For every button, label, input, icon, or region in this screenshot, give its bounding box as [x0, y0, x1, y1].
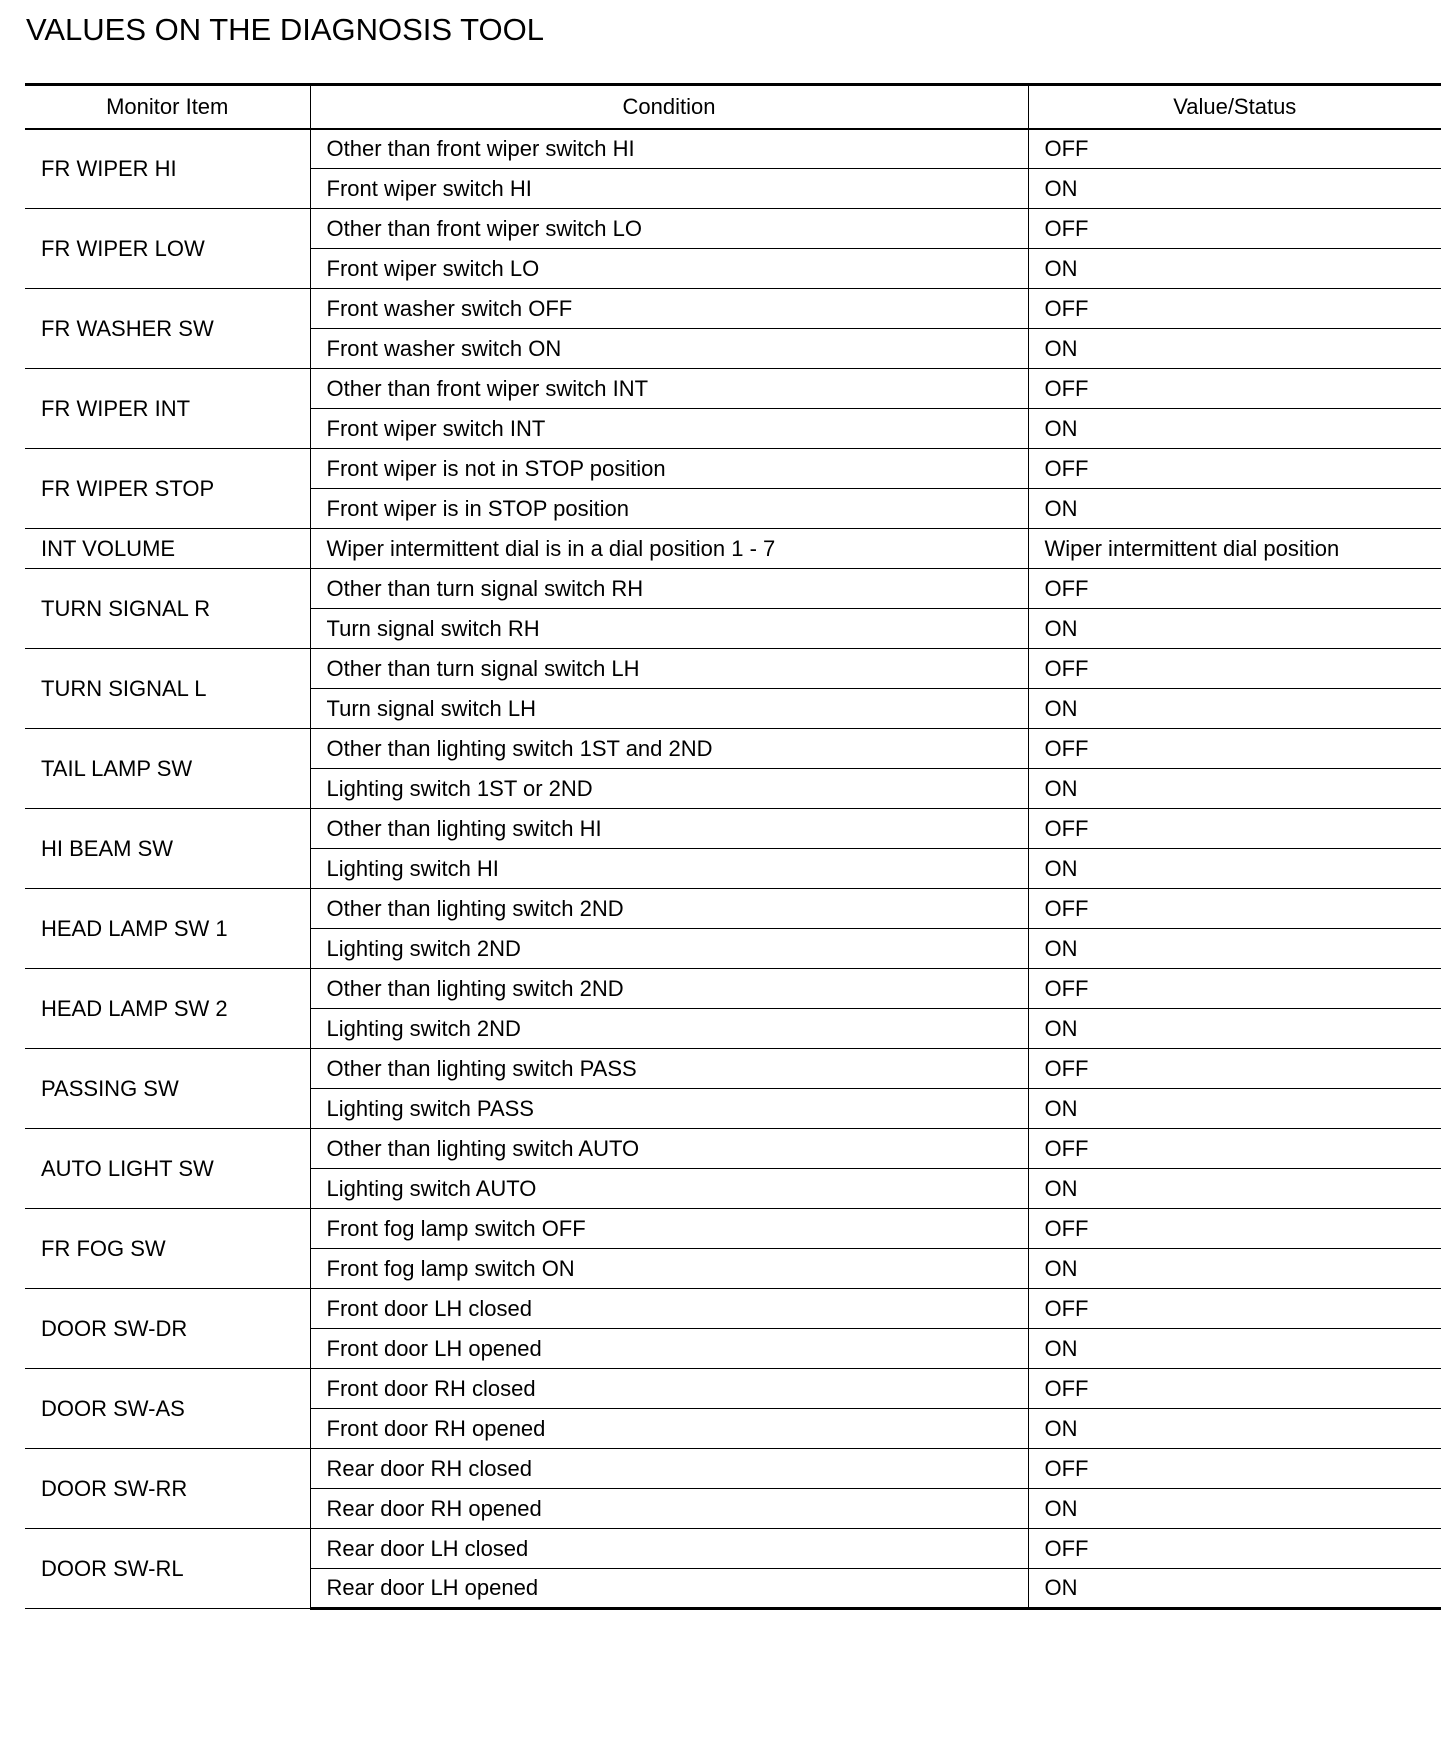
value-status-cell: ON	[1028, 609, 1441, 649]
value-status-cell: OFF	[1028, 449, 1441, 489]
monitor-item-cell: TURN SIGNAL R	[25, 569, 310, 649]
table-row	[25, 1449, 1441, 1489]
condition-cell: Other than turn signal switch LH	[310, 649, 1028, 689]
page-title: VALUES ON THE DIAGNOSIS TOOL	[26, 12, 544, 47]
value-status-cell: ON	[1028, 849, 1441, 889]
condition-cell: Front washer switch OFF	[310, 289, 1028, 329]
value-status-cell: Wiper intermittent dial position	[1028, 529, 1441, 569]
monitor-item-cell: DOOR SW-RR	[25, 1449, 310, 1529]
table-row	[25, 729, 1441, 769]
value-status-cell: ON	[1028, 1329, 1441, 1369]
condition-cell: Other than lighting switch PASS	[310, 1049, 1028, 1089]
condition-cell: Front wiper switch HI	[310, 169, 1028, 209]
condition-cell: Front door RH closed	[310, 1369, 1028, 1409]
value-status-cell: OFF	[1028, 289, 1441, 329]
condition-cell: Other than lighting switch 2ND	[310, 889, 1028, 929]
value-status-cell: OFF	[1028, 1369, 1441, 1409]
condition-cell: Other than front wiper switch LO	[310, 209, 1028, 249]
monitor-item-cell: HI BEAM SW	[25, 809, 310, 889]
condition-cell: Other than lighting switch AUTO	[310, 1129, 1028, 1169]
monitor-item-cell: FR FOG SW	[25, 1209, 310, 1289]
table-row	[25, 889, 1441, 929]
table-row	[25, 369, 1441, 409]
value-status-cell: ON	[1028, 689, 1441, 729]
monitor-item-cell: HEAD LAMP SW 2	[25, 969, 310, 1049]
value-status-cell: OFF	[1028, 209, 1441, 249]
value-status-cell: OFF	[1028, 129, 1441, 169]
condition-cell: Lighting switch PASS	[310, 1089, 1028, 1129]
value-status-cell: OFF	[1028, 569, 1441, 609]
monitor-item-cell: FR WIPER INT	[25, 369, 310, 449]
monitor-item-cell: AUTO LIGHT SW	[25, 1129, 310, 1209]
value-status-cell: ON	[1028, 1009, 1441, 1049]
value-status-cell: OFF	[1028, 969, 1441, 1009]
column-header-value-status: Value/Status	[1028, 85, 1441, 129]
condition-cell: Front wiper switch LO	[310, 249, 1028, 289]
value-status-cell: ON	[1028, 1489, 1441, 1529]
monitor-item-cell: DOOR SW-AS	[25, 1369, 310, 1449]
value-status-cell: OFF	[1028, 1209, 1441, 1249]
table-row	[25, 1129, 1441, 1169]
monitor-item-cell: INT VOLUME	[25, 529, 310, 569]
value-status-cell: ON	[1028, 329, 1441, 369]
condition-cell: Turn signal switch LH	[310, 689, 1028, 729]
condition-cell: Front wiper switch INT	[310, 409, 1028, 449]
column-header-monitor-item: Monitor Item	[25, 85, 310, 129]
table-row	[25, 809, 1441, 849]
table-row	[25, 209, 1441, 249]
condition-cell: Lighting switch 2ND	[310, 1009, 1028, 1049]
monitor-item-cell: HEAD LAMP SW 1	[25, 889, 310, 969]
table-row	[25, 289, 1441, 329]
condition-cell: Turn signal switch RH	[310, 609, 1028, 649]
table-row	[25, 1289, 1441, 1329]
table-body	[25, 129, 1441, 1609]
condition-cell: Front door RH opened	[310, 1409, 1028, 1449]
value-status-cell: OFF	[1028, 1129, 1441, 1169]
table-row	[25, 969, 1441, 1009]
condition-cell: Front door LH opened	[310, 1329, 1028, 1369]
condition-cell: Other than front wiper switch HI	[310, 129, 1028, 169]
value-status-cell: ON	[1028, 1569, 1441, 1609]
condition-cell: Lighting switch HI	[310, 849, 1028, 889]
value-status-cell: OFF	[1028, 1529, 1441, 1569]
value-status-cell: OFF	[1028, 369, 1441, 409]
value-status-cell: ON	[1028, 1169, 1441, 1209]
condition-cell: Lighting switch AUTO	[310, 1169, 1028, 1209]
monitor-item-cell: PASSING SW	[25, 1049, 310, 1129]
column-header-condition: Condition	[310, 85, 1028, 129]
monitor-item-cell: TAIL LAMP SW	[25, 729, 310, 809]
condition-cell: Other than lighting switch 2ND	[310, 969, 1028, 1009]
condition-cell: Other than turn signal switch RH	[310, 569, 1028, 609]
condition-cell: Lighting switch 2ND	[310, 929, 1028, 969]
condition-cell: Front wiper is not in STOP position	[310, 449, 1028, 489]
monitor-item-cell: DOOR SW-DR	[25, 1289, 310, 1369]
condition-cell: Front door LH closed	[310, 1289, 1028, 1329]
condition-cell: Other than lighting switch 1ST and 2ND	[310, 729, 1028, 769]
monitor-item-cell: DOOR SW-RL	[25, 1529, 310, 1609]
value-status-cell: ON	[1028, 169, 1441, 209]
value-status-cell: OFF	[1028, 889, 1441, 929]
value-status-cell: OFF	[1028, 1049, 1441, 1089]
value-status-cell: OFF	[1028, 809, 1441, 849]
table-row	[25, 129, 1441, 169]
table-row	[25, 649, 1441, 689]
value-status-cell: OFF	[1028, 1289, 1441, 1329]
condition-cell: Rear door LH opened	[310, 1569, 1028, 1609]
table-header-row	[25, 85, 1441, 129]
value-status-cell: ON	[1028, 1249, 1441, 1289]
value-status-cell: ON	[1028, 929, 1441, 969]
monitor-item-cell: TURN SIGNAL L	[25, 649, 310, 729]
condition-cell: Front fog lamp switch OFF	[310, 1209, 1028, 1249]
table-row	[25, 1369, 1441, 1409]
condition-cell: Other than front wiper switch INT	[310, 369, 1028, 409]
condition-cell: Lighting switch 1ST or 2ND	[310, 769, 1028, 809]
value-status-cell: ON	[1028, 1089, 1441, 1129]
table-row	[25, 1209, 1441, 1249]
table-row	[25, 1049, 1441, 1089]
condition-cell: Rear door RH closed	[310, 1449, 1028, 1489]
condition-cell: Front wiper is in STOP position	[310, 489, 1028, 529]
monitor-item-cell: FR WASHER SW	[25, 289, 310, 369]
table-row	[25, 1529, 1441, 1569]
condition-cell: Wiper intermittent dial is in a dial position 1 - 7	[310, 529, 1028, 569]
value-status-cell: OFF	[1028, 729, 1441, 769]
value-status-cell: OFF	[1028, 1449, 1441, 1489]
condition-cell: Rear door RH opened	[310, 1489, 1028, 1529]
condition-cell: Front washer switch ON	[310, 329, 1028, 369]
value-status-cell: OFF	[1028, 649, 1441, 689]
monitor-item-cell: FR WIPER STOP	[25, 449, 310, 529]
condition-cell: Other than lighting switch HI	[310, 809, 1028, 849]
value-status-cell: ON	[1028, 769, 1441, 809]
value-status-cell: ON	[1028, 489, 1441, 529]
monitor-item-cell: FR WIPER LOW	[25, 209, 310, 289]
condition-cell: Rear door LH closed	[310, 1529, 1028, 1569]
value-status-cell: ON	[1028, 1409, 1441, 1449]
table-row	[25, 529, 1441, 569]
value-status-cell: ON	[1028, 409, 1441, 449]
value-status-cell: ON	[1028, 249, 1441, 289]
diagnosis-values-table	[25, 83, 1441, 1610]
monitor-item-cell: FR WIPER HI	[25, 129, 310, 209]
table-row	[25, 569, 1441, 609]
table-row	[25, 449, 1441, 489]
condition-cell: Front fog lamp switch ON	[310, 1249, 1028, 1289]
